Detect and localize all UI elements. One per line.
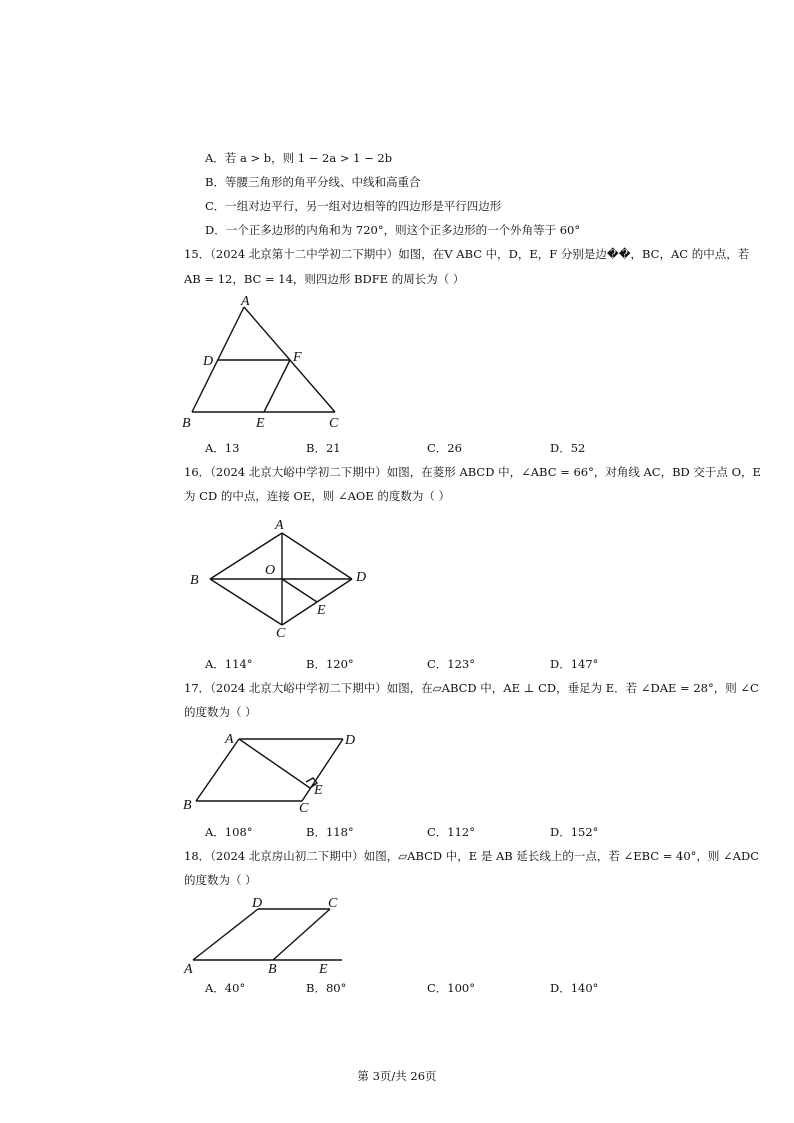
q15-label-b: B [182, 416, 191, 431]
q16-label-a: A [275, 518, 284, 533]
q17-option-b: B．118° [306, 825, 354, 839]
q17-label-e: E [314, 783, 323, 798]
q15-label-a: A [241, 294, 250, 309]
q15-triangle-figure [180, 290, 360, 439]
q16-label-b: B [190, 573, 199, 588]
q16-stem-line2: 为 CD 的中点，连接 OE，则 ∠AOE 的度数为（ ） [184, 489, 451, 503]
q16-option-c: C．123° [427, 657, 475, 671]
q16-label-d: D [356, 570, 367, 585]
q17-option-a: A．108° [205, 825, 253, 839]
q18-option-a: A．40° [205, 981, 246, 995]
q15-stem-line2: AB = 12，BC = 14，则四边形 BDFE 的周长为（ ） [184, 272, 465, 286]
q15-label-f: F [293, 350, 302, 365]
q18-option-d: D．140° [550, 981, 599, 995]
q16-rhombus-figure [180, 512, 380, 646]
q17-option-d: D．152° [550, 825, 599, 839]
q15-label-c: C [329, 416, 339, 431]
q16-option-b: B．120° [306, 657, 354, 671]
q15-option-d: D．52 [550, 441, 586, 455]
q16-label-c: C [276, 626, 286, 641]
q15-option-a: A．13 [205, 441, 240, 455]
q18-parallelogram-figure [180, 893, 360, 982]
q17-label-c: C [299, 801, 309, 816]
q17-label-a: A [225, 732, 234, 747]
q18-label-c: C [328, 896, 338, 911]
q18-option-b: B．80° [306, 981, 347, 995]
q17-parallelogram-figure [180, 725, 370, 824]
q18-option-c: C．100° [427, 981, 475, 995]
q16-option-a: A．114° [205, 657, 253, 671]
prev-option-a: A．若 a > b，则 1 − 2a > 1 − 2b [205, 151, 393, 165]
q17-option-c: C．112° [427, 825, 475, 839]
q15-option-b: B．21 [306, 441, 341, 455]
prev-option-c: C．一组对边平行，另一组对边相等的四边形是平行四边形 [205, 199, 502, 213]
q18-label-d: D [252, 896, 263, 911]
page-footer: 第 3页/共 26页 [357, 1069, 437, 1083]
prev-option-b: B．等腰三角形的角平分线、中线和高重合 [205, 175, 421, 189]
q18-label-b: B [268, 962, 277, 977]
q16-stem-line1: 16．（2024 北京大峪中学初二下期中）如图，在菱形 ABCD 中，∠ABC = 66°，对角线 AC，BD 交于点 O，E [184, 465, 761, 479]
q17-stem-line2: 的度数为（ ） [184, 705, 257, 719]
q17-label-d: D [345, 733, 356, 748]
prev-option-d: D．一个正多边形的内角和为 720°，则这个正多边形的一个外角等于 60° [205, 223, 581, 237]
q18-stem-line2: 的度数为（ ） [184, 873, 257, 887]
q18-label-a: A [184, 962, 193, 977]
q15-option-c: C．26 [427, 441, 462, 455]
q18-stem-line1: 18．（2024 北京房山初二下期中）如图，▱ABCD 中，E 是 AB 延长线上的一点，若 ∠EBC = 40°，则 ∠ADC [184, 849, 760, 863]
q15-stem-line1: 15．（2024 北京第十二中学初二下期中）如图，在V ABC 中，D，E，F 分别是边��，BC，AC 的中点，若 [184, 247, 750, 261]
q16-label-o: O [265, 563, 276, 578]
q15-label-d: D [203, 354, 214, 369]
q18-label-e: E [319, 962, 328, 977]
q16-option-d: D．147° [550, 657, 599, 671]
q17-label-b: B [183, 798, 192, 813]
q16-label-e: E [317, 603, 326, 618]
q15-label-e: E [256, 416, 265, 431]
q17-stem-line1: 17．（2024 北京大峪中学初二下期中）如图，在▱ABCD 中，AE ⊥ CD，垂足为 E．若 ∠DAE = 28°，则 ∠C [184, 681, 759, 695]
